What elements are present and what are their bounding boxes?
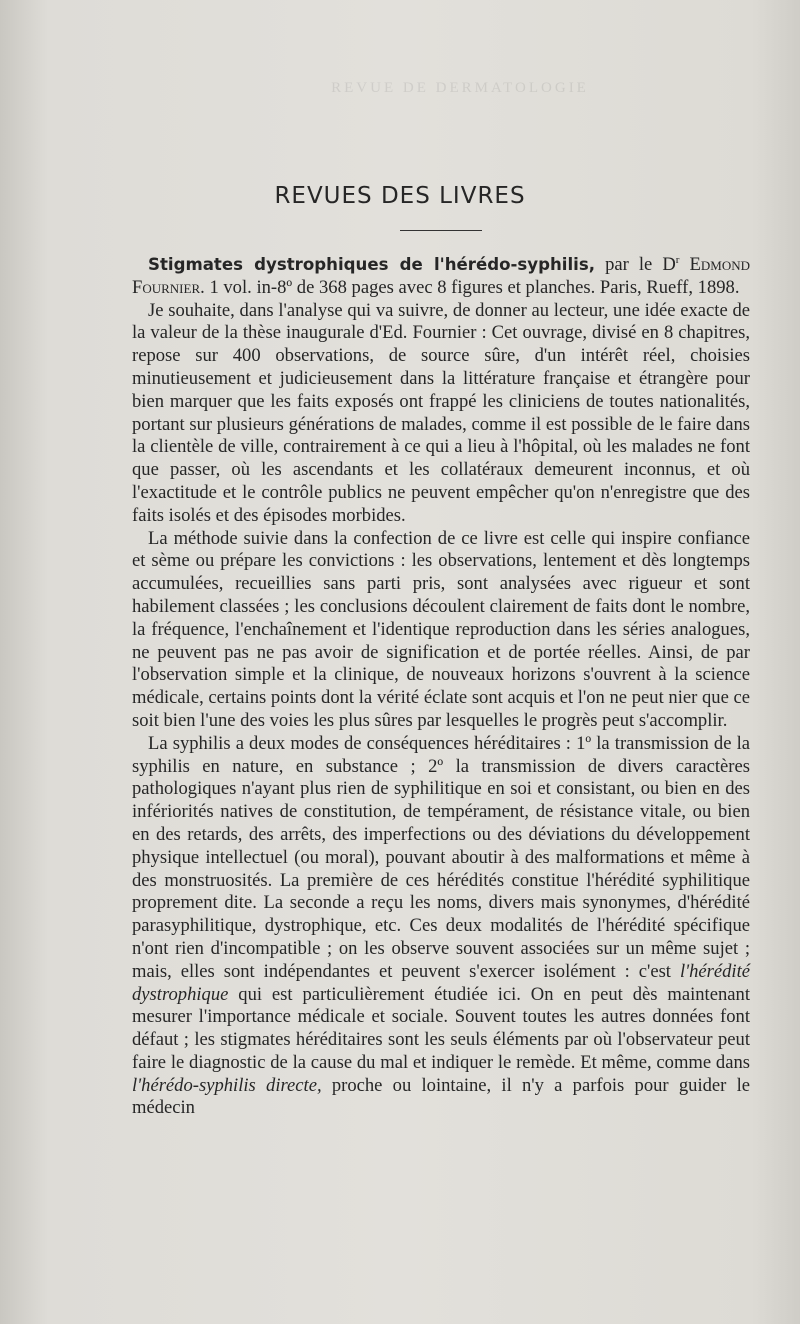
section-title: REVUES DES LIVRES xyxy=(274,183,526,209)
citation-by-sup: r xyxy=(675,253,680,266)
review-body xyxy=(132,254,750,1120)
review-citation xyxy=(132,254,750,300)
book-title: Stigmates dystrophiques de l'hérédo-syphilis, xyxy=(148,255,596,274)
paragraph-2: La méthode suivie dans la confection de ce livre est celle qui inspire confiance et sème ou prépare les convictions : les observations, lentement et dès longtemps accumulées, recueillies sans parti pris, sont analysées avec rigueur et sont habilement classées ; les conclusions découlent clairement de faits dont le nombre, la fréquence, l'enchaînement et l'identique reproduction dans les séries analogues, ne peuvent pas ne pas avoir de signification et de portée réelles. Ainsi, de par l'observation simple et la clinique, de nouveaux horizons s'ouvrent à la science médicale, certains points dont la vérité éclate sont acquis et l'on ne peut nier que ce soit bien l'une des voies les plus sûres par lesquelles le progrès peut s'accomplir. xyxy=(132,527,750,731)
running-head: REVUE DE DERMATOLOGIE xyxy=(331,80,589,96)
paragraph-3-part-a: La syphilis a deux modes de conséquences héréditaires : 1º la transmission de la syphilis en nature, en substance ; 2º la transmission de divers caractères pathologiques n'ayant plus rien de syphilitique en soi et consistant, ou bien en des infériorités natives de constitution, de tempérament, de résistance vitale, ou bien en des retards, des arrêts, des imperfections ou des déviations du développement physique intellectuel (ou moral), pouvant aboutir à des malformations et même à des monstruosités. La première de ces hérédités constitue l'hérédité syphilitique proprement dite. La seconde a reçu les noms, divers mais synonymes, d'hérédité parasyphilitique, dystrophique, etc. Ces deux modalités de l'hérédité spécifique n'ont rien d'incompatible ; on les observe souvent associées sur un même sujet ; mais, elles sont indépendantes et peuvent s'exercer isolément : c'est xyxy=(132,732,750,982)
citation-details: 1 vol. in-8º de 368 pages avec 8 figures et planches. Paris, Rueff, 1898. xyxy=(209,276,740,298)
paragraph-3-italic-heredo-syphilis: l'hérédo-syphilis directe, xyxy=(132,1074,322,1096)
paragraph-3-part-b: qui est particulièrement étudiée ici. On en peut dès maintenant mesurer l'importance médicale et sociale. Souvent toutes les autres données font défaut ; les stigmates héréditaires sont les seuls éléments par où l'observateur peut faire le diagnostic de la cause du mal et indiquer le remède. Et même, comme dans xyxy=(132,983,750,1073)
citation-author: Edmond Fournier. xyxy=(132,254,751,298)
paragraph-3-part-c: proche ou lointaine, il n'y a parfois pour guider le médecin xyxy=(132,1074,751,1119)
paragraph-1: Je souhaite, dans l'analyse qui va suivre, de donner au lecteur, une idée exacte de la valeur de la thèse inaugurale d'Ed. Fournier : Cet ouvrage, divisé en 8 chapitres, repose sur 400 observations, de source sûre, d'un intérêt réel, choisies minutieusement et judicieusement dans la littérature française et étrangère pour bien marquer que les faits exposés ont frappé les cliniciens de toutes nationalités, portant sur plusieurs générations de malades, comme il est possible de le faire dans la clientèle de ville, contrairement à ce qui a lieu à l'hôpital, où les malades ne font que passer, où les ascendants et les collatéraux demeurent inconnus, et où l'exactitude et le contrôle publics ne peuvent empêcher qu'on n'enregistre que des faits isolés et des épisodes morbides. xyxy=(132,299,750,526)
title-divider xyxy=(400,230,482,231)
paragraph-3 xyxy=(132,733,750,1121)
paragraph-3-italic-heredite: l'hérédité dystrophique xyxy=(132,960,750,1005)
citation-by: par le D xyxy=(605,254,676,275)
